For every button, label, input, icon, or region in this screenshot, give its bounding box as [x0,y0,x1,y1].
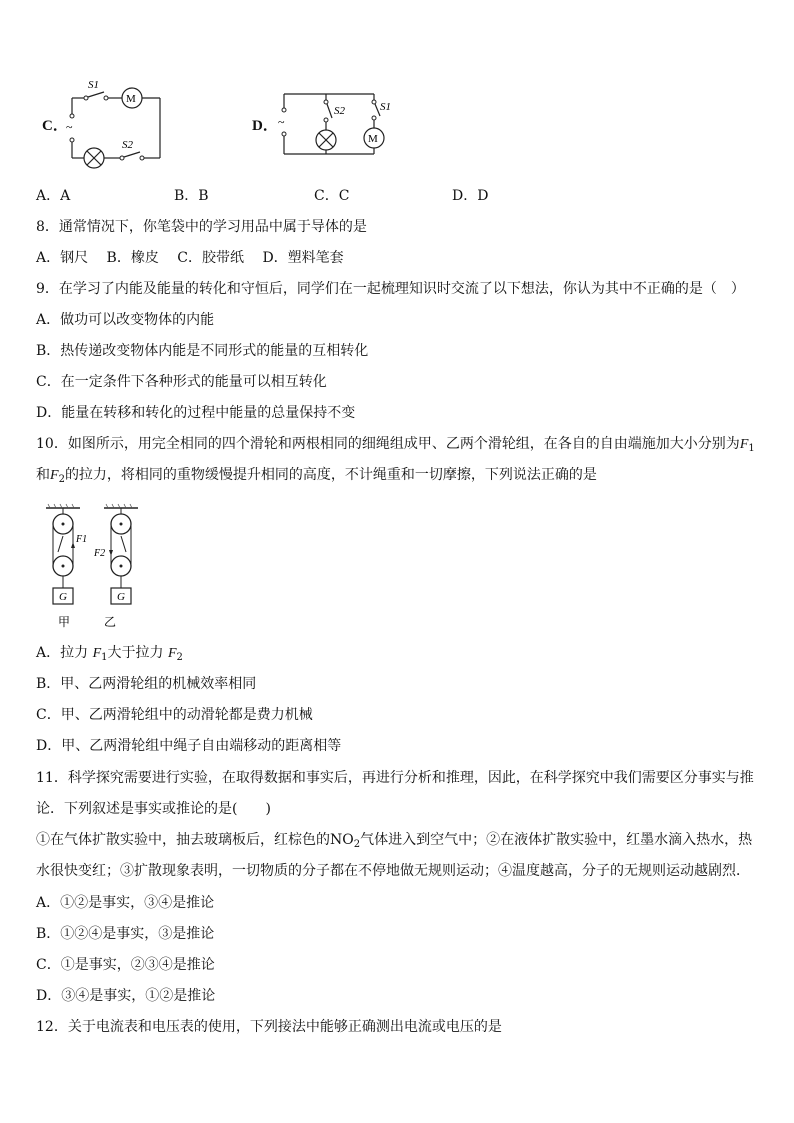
circuit-d-diagram [274,86,404,160]
circuit-c-motor-label: M [126,93,136,105]
q10-option-d[interactable]: D．甲、乙两滑轮组中绳子自由端移动的距离相等 [36,738,342,754]
circuit-d-label: D． [252,118,278,134]
weight-label-yi: G [117,591,125,603]
q10-option-c[interactable]: C．甲、乙两滑轮组中的动滑轮都是费力机械 [36,707,313,723]
q11-stem-line2: 论．下列叙述是事实或推论的是( ) [36,801,271,817]
circuit-d-source-symbol: ~ [278,115,285,129]
q10-stem-line2: 和$F_2$的拉力，将相同的重物缓慢提升相同的高度，不计绳重和一切摩擦，下列说法正确的是 [36,467,597,485]
q7-option-b[interactable]: B．B [174,188,209,204]
circuit-c-s1-label: S1 [88,79,99,91]
circuit-c-label: C． [42,118,68,134]
label-jia: 甲 [58,615,71,629]
circuit-c-s2-label: S2 [122,139,133,151]
weight-label-jia: G [59,591,67,603]
q11-option-b[interactable]: B．①②④是事实，③是推论 [36,926,215,942]
circuit-c-diagram [60,74,170,174]
q11-option-c[interactable]: C．①是事实，②③④是推论 [36,957,215,973]
q8-stem: 8．通常情况下，你笔袋中的学习用品中属于导体的是 [36,219,367,235]
q11-option-d[interactable]: D．③④是事实，①②是推论 [36,988,216,1004]
q9-option-d[interactable]: D．能量在转移和转化的过程中能量的总量保持不变 [36,405,356,421]
q11-stem-line1: 11．科学探究需要进行实验，在取得数据和事实后，再进行分析和推理，因此，在科学探究中我们需要区分事实与推 [36,770,754,786]
q9-option-b[interactable]: B．热传递改变物体内能是不同形式的能量的互相转化 [36,343,369,359]
q8-options[interactable]: A．钢尺 B．橡皮 C．胶带纸 D．塑料笔套 [36,250,344,266]
q12-stem: 12．关于电流表和电压表的使用，下列接法中能够正确测出电流或电压的是 [36,1019,502,1035]
q11-option-a[interactable]: A．①②是事实，③④是推论 [36,895,215,911]
q11-paragraph-line2: 水很快变红；③扩散现象表明，一切物质的分子都在不停地做无规则运动；④温度越高，分子的无规则运动越剧烈． [36,863,750,879]
q10-option-a[interactable]: A．拉力 $F_1$大于拉力 $F_2$ [36,645,183,663]
q7-option-a[interactable]: A．A [36,188,71,204]
pulley-diagram [38,502,148,632]
q9-option-c[interactable]: C．在一定条件下各种形式的能量可以相互转化 [36,374,327,390]
q9-option-a[interactable]: A．做功可以改变物体的内能 [36,312,215,328]
circuit-d-s1-label: S1 [380,101,391,113]
circuit-d-motor-label: M [368,133,378,145]
circuit-c-source-symbol: ~ [66,120,73,134]
q7-option-c[interactable]: C．C [314,188,350,204]
q10-stem-line1: 10．如图所示，用完全相同的四个滑轮和两根相同的细绳组成甲、乙两个滑轮组，在各自的自由端施加大小分别为$F_1$ [36,436,755,454]
f2-label: F2 [94,548,106,559]
q10-option-b[interactable]: B．甲、乙两滑轮组的机械效率相同 [36,676,257,692]
circuit-d-s2-label: S2 [334,105,345,117]
f1-label: F1 [76,534,88,545]
q11-paragraph-line1: ①在气体扩散实验中，抽去玻璃板后，红棕色的$NO_2$气体进入到空气中；②在液体扩散实验中，红墨水滴入热水，热 [36,832,753,850]
q7-option-d[interactable]: D．D [452,188,489,204]
label-yi: 乙 [104,615,117,629]
q9-stem: 9．在学习了内能及能量的转化和守恒后，同学们在一起梳理知识时交流了以下想法，你认为其中不正确的是（ ） [36,281,745,297]
